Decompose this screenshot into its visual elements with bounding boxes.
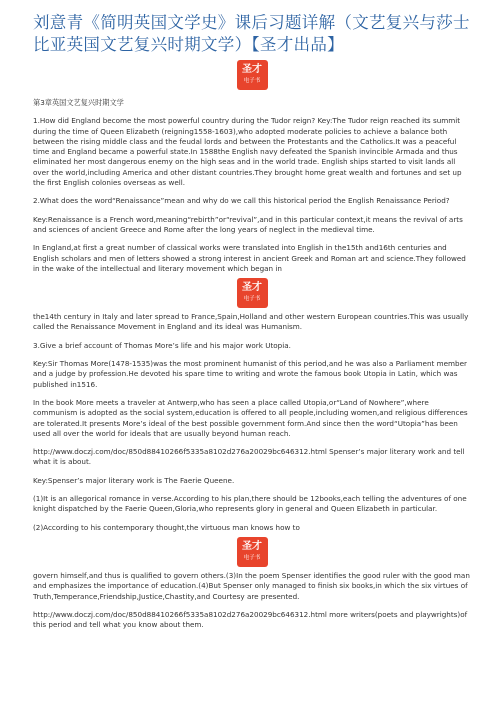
- paragraph-key3-cont: In the book More meets a traveler at Antwerp,who has seen a place called Utopia,or“Land of Nowhere”,where communism is adopted as the social system,education is offered to all people,including women,and religious differences are tolerated.It presents More’s ideal of the best possible government form.And since then the word“Utopia”has been used all over the world for ideals that are usually beyond human reach.: [33, 397, 468, 438]
- paragraph-key4-1: (1)It is an allegorical romance in verse.According to his plan,there should be 12books,each telling the adventures of one knight dispatched by the Faerie Queen,Gloria,who represents glory in general and Queen Elizabeth in particular.: [33, 494, 467, 514]
- logo-area: [33, 533, 471, 571]
- paragraph-q5[interactable]: http://www.doczj.com/doc/850d88410266f5335a8102d276a20029bc646312.html more writers(poets and playwrights)of this period and tell what you know about them.: [33, 609, 468, 630]
- paragraph-key4-2: (2)According to his contemporary thought,the virtuous man knows how to: [33, 522, 300, 532]
- logo-area: [33, 274, 471, 312]
- paragraph-q2: 2.What does the word“Renaissance”mean and why do we call this historical period the English Renaissance Period?: [33, 196, 450, 206]
- shengcai-logo-icon: 圣才 电子书: [237, 537, 268, 567]
- paragraph-key2: Key:Renaissance is a French word,meaning“rebirth”or“revival”,and in this particular context,it means the revival of arts and sciences of ancient Greece and Rome after the long years of neglect in the medieval time.: [33, 214, 463, 234]
- paragraph-key3: Key:Sir Thomas More(1478-1535)was the most prominent humanist of this period,and he was also a Parliament member and a judge by profession.He devoted his spare time to writing and wrote the famous book Utopia in Latin, which was published in1516.: [33, 359, 467, 389]
- paragraph-q3: 3.Give a brief account of Thomas More’s life and his major work Utopia.: [33, 340, 291, 350]
- paragraph-key4: Key:Spenser’s major literary work is The Faerie Queene.: [33, 475, 235, 485]
- paragraph-q1: 1.How did England become the most powerful country during the Tudor reign? Key:The Tudor reign reached its summit during the time of Queen Elizabeth (reigning1558-1603),who adopted moderate policies to achieve a balance both between the rising middle class and the feudal lords and between the Protestants and the Catholics.It was a peaceful time and England became a powerful state.In 1588the English navy defeated the Spanish invincible Armada and thus eliminated her most dangerous enemy on the high seas and in the world trade. English ships started to visit lands all over the world,including America and other distant countries.They brought home great wealth and fortunes and set up the first English colonies overseas as well.: [33, 116, 462, 188]
- logo-area: [33, 56, 471, 94]
- shengcai-logo-icon: 圣才 电子书: [237, 60, 268, 90]
- paragraph-key2-cont: In England,at first a great number of classical works were translated into English in the15th and16th centuries and English scholars and men of letters showed a strong interest in ancient Greek and Roman art and science.They followed in the wake of the intellectual and literary movement which began in: [33, 243, 466, 273]
- paragraph-key2-end: the14th century in Italy and later spread to France,Spain,Holland and other western European countries.This was usually called the Renaissance Movement in England and its ideal was Humanism.: [33, 312, 469, 332]
- shengcai-logo-icon: 圣才 电子书: [237, 278, 268, 308]
- paragraph-key4-cont: govern himself,and thus is qualified to govern others.(3)In the poem Spenser identifies the good ruler with the good man and emphasizes the importance of education.(4)But Spenser only managed to finish six books,in which the six virtues of Truth,Temperance,Friendship,Justice,Chastity,and Courtesy are presented.: [33, 570, 470, 601]
- document-title: 刘意青《简明英国文学史》课后习题详解（文艺复兴与莎士比亚英国文艺复兴时期文学）【圣才出品】: [33, 13, 470, 54]
- paragraph-q4[interactable]: http://www.doczj.com/doc/850d88410266f5335a8102d276a20029bc646312.html Spenser’s major literary work and tell what it is about.: [33, 447, 465, 467]
- chapter-heading: 第3章英国文艺复兴时期文学: [33, 98, 124, 107]
